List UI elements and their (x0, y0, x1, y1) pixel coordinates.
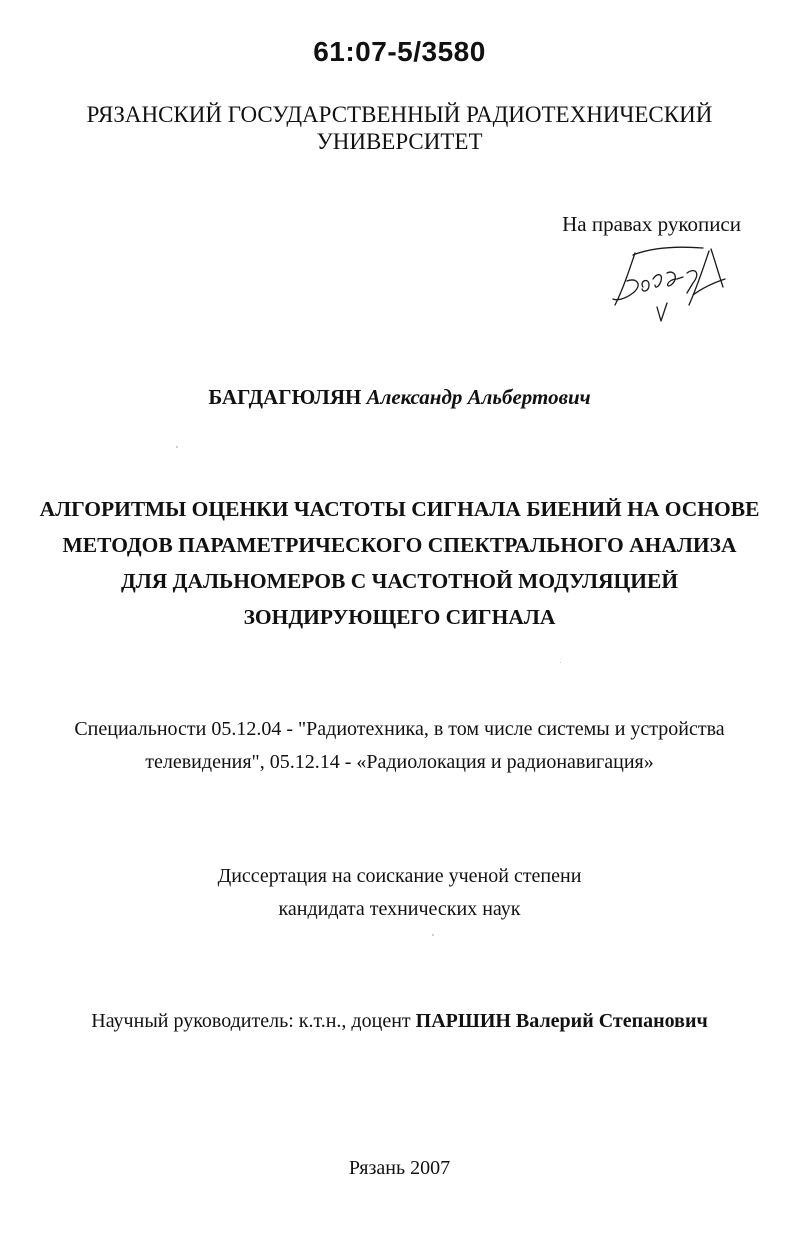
signature-stroke (613, 280, 638, 300)
title-line: МЕТОДОВ ПАРАМЕТРИЧЕСКОГО СПЕКТРАЛЬНОГО АНАЛИЗА (62, 533, 737, 557)
scan-speck (560, 662, 561, 663)
university-name (0, 101, 799, 155)
signature-stroke (657, 303, 667, 321)
university-name-line-1: РЯЗАНСКИЙ ГОСУДАРСТВЕННЫЙ РАДИОТЕХНИЧЕСКИЙ (86, 102, 713, 127)
university-name-line-2: УНИВЕРСИТЕТ (316, 129, 483, 154)
author-surname: БАГДАГЮЛЯН (208, 385, 362, 409)
author-signature (605, 243, 740, 325)
signature-stroke (689, 251, 709, 305)
specialty-info (0, 713, 799, 779)
title-line: ЗОНДИРУЮЩЕГО СИГНАЛА (243, 605, 556, 629)
signature-stroke (642, 281, 649, 292)
scientific-supervisor (0, 1010, 799, 1033)
signature-stroke (653, 275, 661, 287)
scan-speck (432, 934, 434, 936)
specialty-line-2: телевидения", 05.12.14 - «Радиолокация и радионавигация» (145, 751, 654, 773)
dissertation-title (0, 491, 799, 635)
supervisor-label: Научный руководитель: к.т.н., доцент (91, 1010, 416, 1032)
archive-code: 61:07-5/3580 (313, 36, 486, 67)
author-given-names: Александр Альбертович (366, 385, 591, 409)
manuscript-rights-note: На правах рукописи (562, 212, 741, 236)
signature-stroke (667, 272, 683, 286)
author-name (0, 385, 799, 410)
city-and-year: Рязань 2007 (348, 1157, 451, 1179)
degree-info (0, 860, 799, 926)
specialty-line-1: Специальности 05.12.04 - "Радиотехника, в том числе системы и устройства (74, 718, 725, 740)
title-line: АЛГОРИТМЫ ОЦЕНКИ ЧАСТОТЫ СИГНАЛА БИЕНИЙ НА ОСНОВЕ (39, 497, 760, 521)
scan-speck (176, 446, 178, 448)
degree-line-1: Диссертация на соискание ученой степени (217, 865, 582, 887)
title-line: ДЛЯ ДАЛЬНОМЕРОВ С ЧАСТОТНОЙ МОДУЛЯЦИЕЙ (120, 569, 679, 593)
supervisor-name: ПАРШИН Валерий Степанович (415, 1010, 708, 1032)
signature-stroke (633, 247, 703, 255)
degree-line-2: кандидата технических наук (278, 898, 521, 920)
